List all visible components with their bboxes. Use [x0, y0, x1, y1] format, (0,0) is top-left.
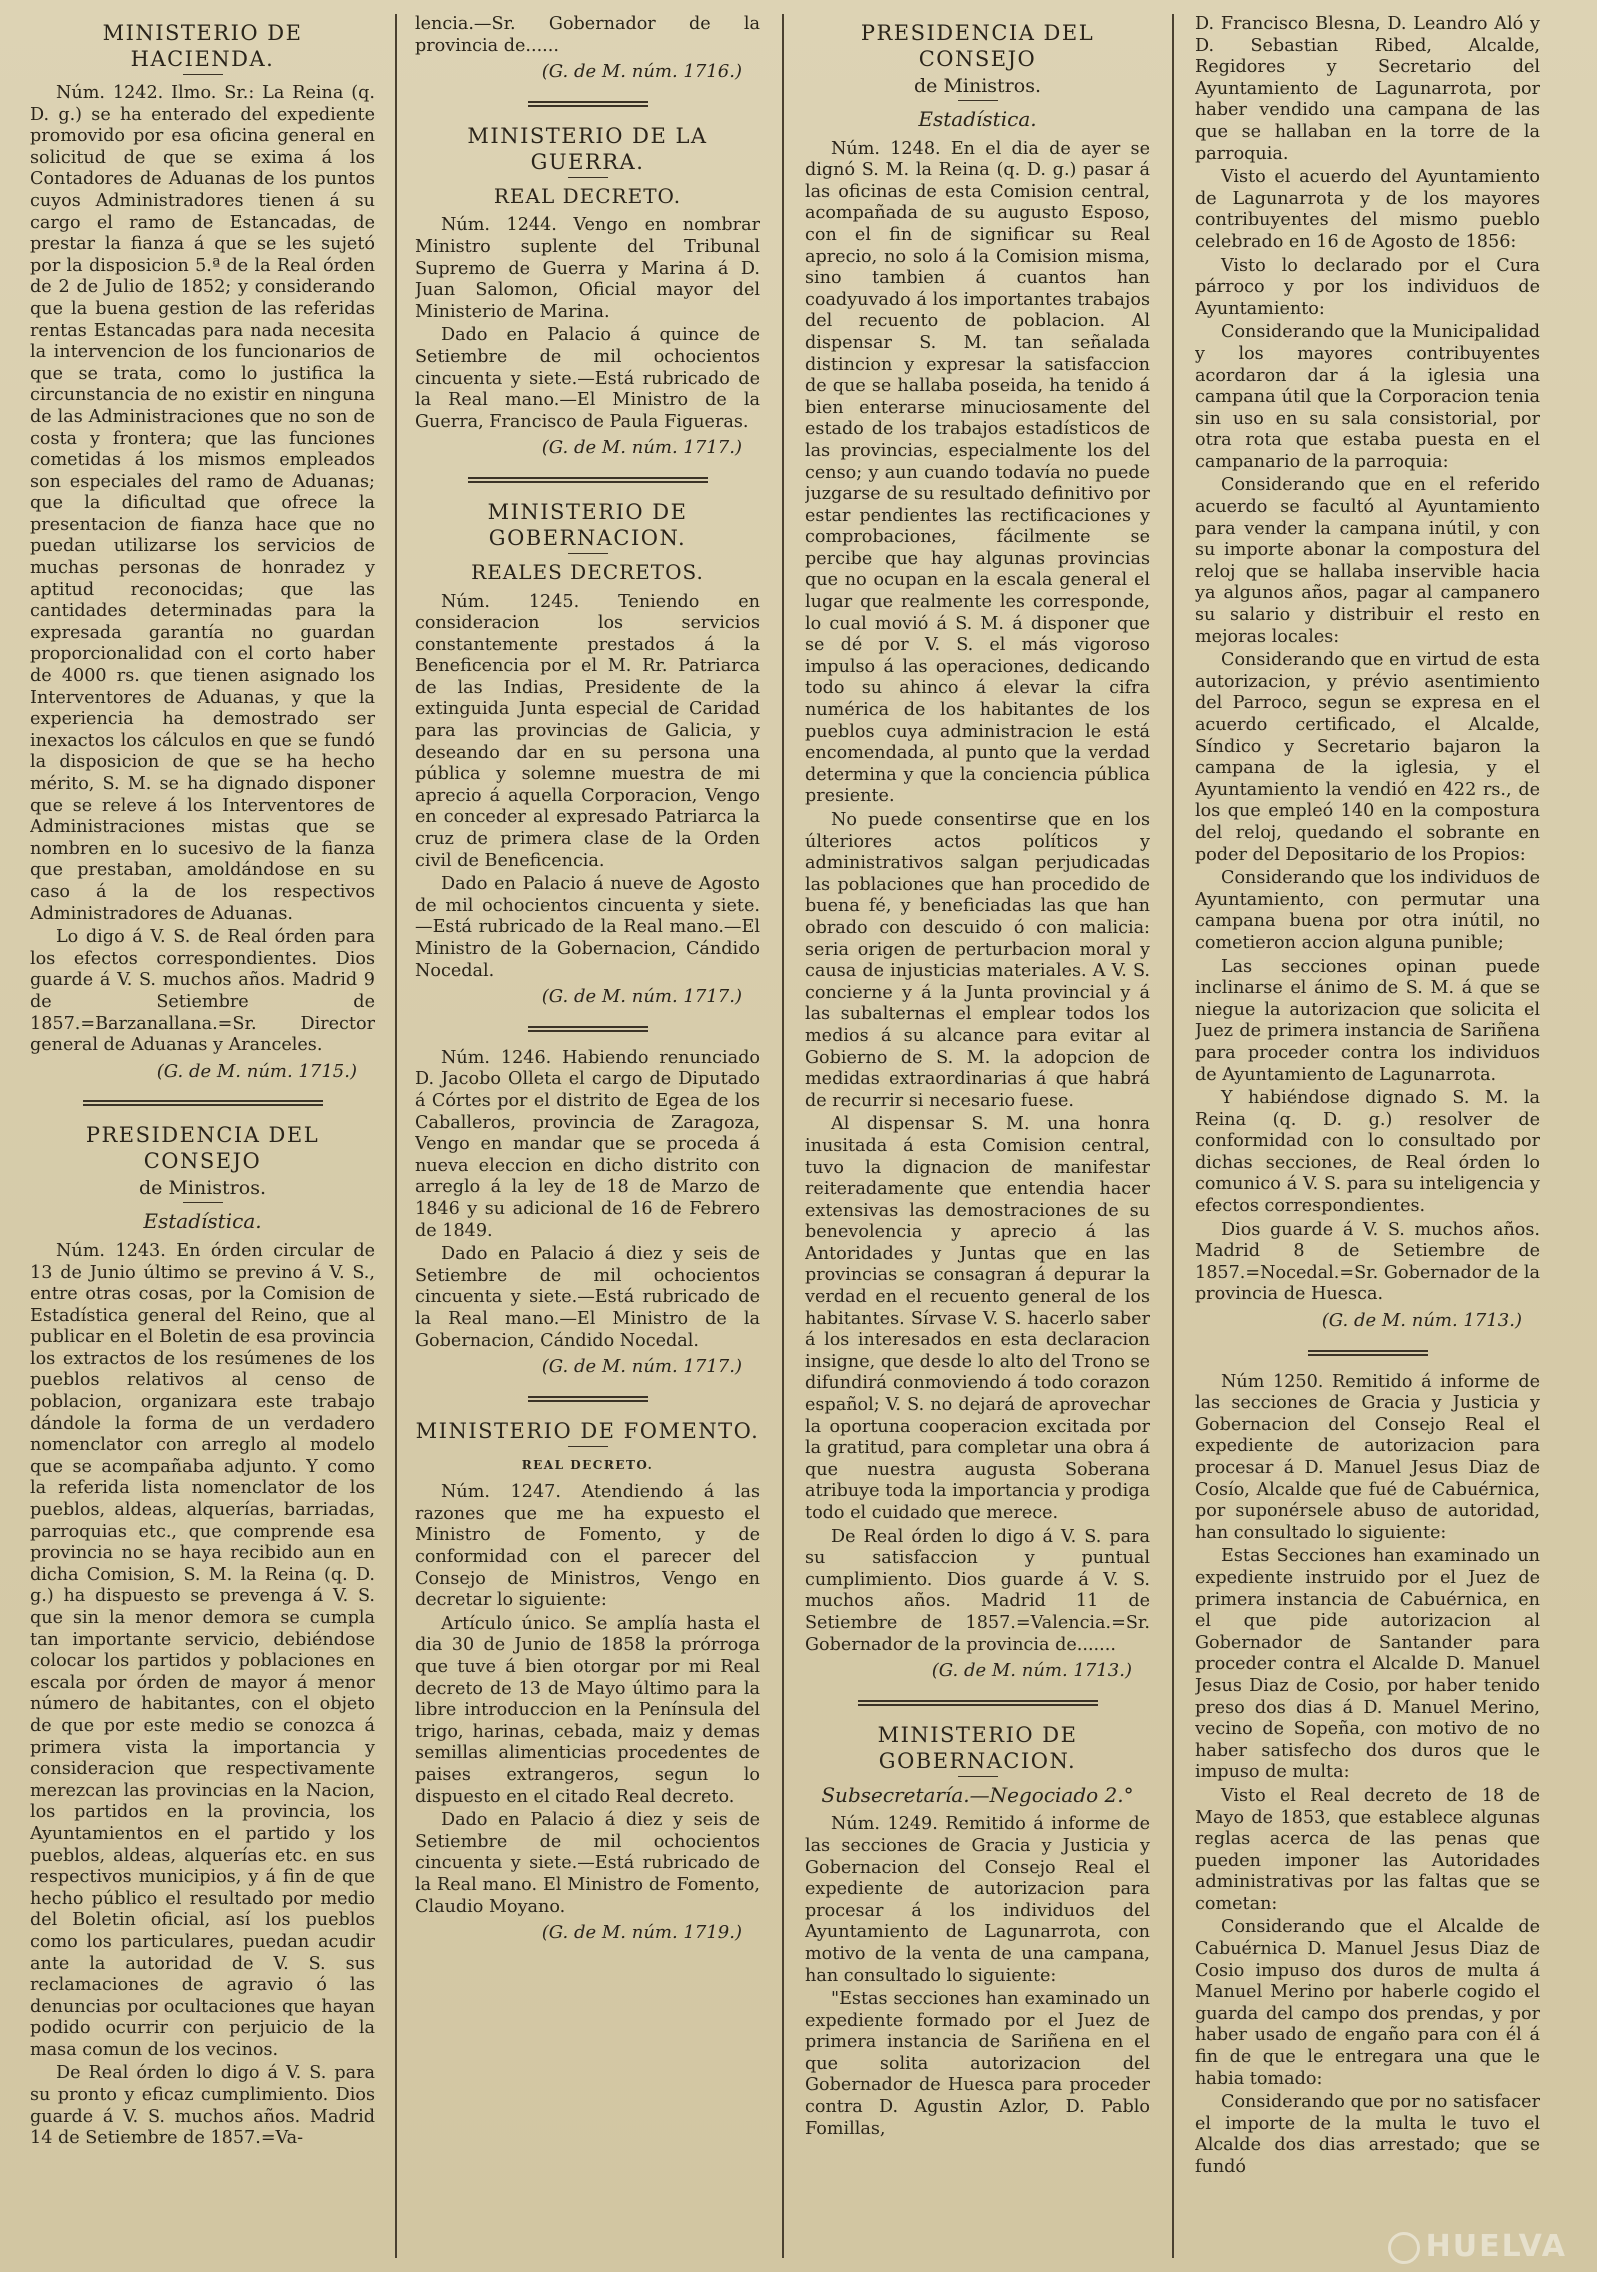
- subsection-heading: Estadística.: [918, 107, 1037, 131]
- mini-rule: [568, 553, 608, 554]
- article-paragraph: Al dispensar S. M. una honra inusitada á esta Comision central, tuvo la dignacion de manifestar reiteradamente que entendia hacer extensivas las demostraciones de su benevolencia y aprecio á las Antoridades y Juntas que en las provincias se consagran á depurar la verdad en el recuento general de los habitantes. Sírvase V. S. hacerlo saber á los interesados en esta declaracion insigne, que desde lo alto del Trono se difundirá conmoviendo á todo corazon español; V. S. no dejará de aprovechar la oportuna cooperacion excitada por la gratitud, para completar una obra á que nuestra augusta Soberana atribuye toda la importancia y prodiga todo el cuidado que merece.: [805, 1114, 1150, 1523]
- article-paragraph: Dado en Palacio á quince de Setiembre de mil ochocientos cincuenta y siete.—Está rubricado de la Real mano.—El Ministro de la Guerra, Francisco de Paula Figueras.: [415, 325, 760, 432]
- article-paragraph: De Real órden lo digo á V. S. para su pronto y eficaz cumplimiento. Dios guarde á V. S. muchos años. Madrid 14 de Setiembre de 1857.=Va-: [30, 2063, 375, 2149]
- section-divider: [528, 1396, 648, 1402]
- article-paragraph: Núm. 1247. Atendiendo á las razones que me ha expuesto el Ministro de Fomento, y de conformidad con el parecer del Consejo de Ministros, Vengo en decretar lo siguiente:: [415, 1482, 760, 1611]
- article-paragraph: Estas Secciones han examinado un expediente instruido por el Juez de primera instancia de Cabuérnica, en el que pide autorizacion al Gobernador de Santander para proceder contra el Alcalde D. Manuel Jesus Diaz de Cosio, por haber tenido preso dos dias á D. Manuel Merino, vecino de Sopeña, con motivo de no haber satisfecho dos duros que le impuso de multa:: [1195, 1546, 1540, 1783]
- section-divider: [83, 1100, 323, 1106]
- section-divider: [528, 1026, 648, 1032]
- mini-rule: [183, 74, 223, 75]
- article-paragraph: Núm. 1244. Vengo en nombrar Ministro suplente del Tribunal Supremo de Guerra y Marina á D. Juan Salomon, Oficial mayor del Ministerio de Marina.: [415, 215, 760, 322]
- article-paragraph: Dado en Palacio á nueve de Agosto de mil ochocientos cincuenta y siete.—Está rubricado de la Real mano.—El Ministro de la Gobernacion, Cándido Nocedal.: [415, 874, 760, 981]
- section-heading: PRESIDENCIA DEL CONSEJO: [85, 1123, 320, 1174]
- watermark-icon: [1388, 2232, 1420, 2264]
- section-heading-sub: de Ministros.: [914, 75, 1041, 97]
- column-1: [30, 14, 375, 2258]
- article-paragraph: Núm. 1246. Habiendo renunciado D. Jacobo Olleta el cargo de Diputado á Córtes por el distrito de Egea de los Caballeros, provincia de Zaragoza, Vengo en mandar que se proceda á nueva eleccion en dicho distrito con arreglo á la ley de 18 de Marzo de 1846 y su adicional de 16 de Febrero de 1849.: [415, 1047, 760, 1241]
- article-paragraph: Considerando que el Alcalde de Cabuérnica D. Manuel Jesus Diaz de Cosio impuso dos duros de multa á Manuel Merino por haberle cogido el guarda del campo dos prendas, y por haber usado de engaño para con él á fin de que le entregara una que le habia tomado:: [1195, 1917, 1540, 2089]
- article-paragraph: Considerando que la Municipalidad y los mayores contribuyentes acordaron dar á la iglesia una campana útil que la Corporacion tenia sin uso en su sala consistorial, por otra rota que estaba puesta en el campanario de la parroquia:: [1195, 322, 1540, 472]
- mini-rule: [568, 1446, 608, 1447]
- gazette-citation: (G. de M. núm. 1715.): [156, 1060, 357, 1082]
- section-divider: [1308, 1350, 1428, 1356]
- section-divider: [468, 477, 708, 483]
- section-divider: [528, 101, 648, 107]
- mini-rule: [568, 177, 608, 178]
- article-paragraph: Núm. 1249. Remitido á informe de las secciones de Gracia y Justicia y Gobernacion del Consejo Real el expediente de autorizacion para procesar á los individuos del Ayuntamiento de Lagunarrota, con motivo de la venta de una campana, han consultado lo siguiente:: [805, 1814, 1150, 1986]
- subsection-heading: REAL DECRETO.: [493, 183, 682, 208]
- article-paragraph: Y habiéndose dignado S. M. la Reina (q. D. g.) resolver de conformidad con lo consultado por dichas secciones, de Real órden lo comunico á V. S. para su inteligencia y efectos correspondientes.: [1195, 1088, 1540, 1217]
- article-paragraph: Artículo único. Se amplía hasta el dia 30 de Junio de 1858 la prórroga que tuve á bien otorgar por mi Real decreto de 13 de Mayo último para la libre introduccion en la Península del trigo, harinas, cebada, maiz y demas semillas alimenticias procedentes de paises extrangeros, segun lo dispuesto en el citado Real decreto.: [415, 1613, 760, 1807]
- gazette-citation: (G. de M. núm. 1713.): [931, 1660, 1132, 1682]
- article-paragraph: Considerando que en el referido acuerdo se facultó al Ayuntamiento para vender la campana inútil, y con su importe abonar la compostura del reloj que se hallaba inservible hacia ya algunos años, pagar al campanero su salario y distribuir el resto en mejoras locales:: [1195, 475, 1540, 647]
- article-paragraph: D. Francisco Blesna, D. Leandro Aló y D. Sebastian Ribed, Alcalde, Regidores y Secretario del Ayuntamiento de Lagunarrota, por haber vendido una campana de las que se hallaban en la torre de la parroquia.: [1195, 14, 1540, 164]
- archive-watermark: [1388, 2229, 1567, 2264]
- column-2: [415, 14, 760, 2258]
- article-paragraph: Dios guarde á V. S. muchos años. Madrid 8 de Setiembre de 1857.=Nocedal.=Sr. Gobernador de la provincia de Huesca.: [1195, 1219, 1540, 1305]
- article-paragraph: Núm 1250. Remitido á informe de las secciones de Gracia y Justicia y Gobernacion del Consejo Real el expediente de autorizacion para procesar á D. Manuel Jesus Diaz de Cosío, Alcalde que fué de Cabuérnica, por suponérsele abuso de autoridad, han consultado lo siguiente:: [1195, 1371, 1540, 1543]
- watermark-text: HUELVA: [1425, 2229, 1567, 2264]
- article-paragraph: No puede consentirse que en los últeriores actos políticos y administrativos salgan perjudicadas las poblaciones que han procedido de buena fé, y beneficiadas las que han obrado con descuido ó con malicia: seria origen de perturbacion moral y causa de injusticias materiales. A V. S. concierne y á la Junta provincial y á las subalternas el emplear todos los medios á su alcance para evitar al Gobierno de S. M. la adopcion de medidas extraordinarias á que habrá de recurrir si necesario fuese.: [805, 810, 1150, 1111]
- article-paragraph: Las secciones opinan puede inclinarse el ánimo de S. M. á que se niegue la autorizacion que solicita el Juez de primera instancia de Sariñena para proceder contra los individuos de Ayuntamiento de Lagunarrota.: [1195, 956, 1540, 1085]
- column-rule: [395, 14, 397, 2258]
- section-heading: MINISTERIO DE LA GUERRA.: [467, 123, 708, 174]
- section-divider: [858, 1700, 1098, 1706]
- section-heading: MINISTERIO DE GOBERNACION.: [877, 1722, 1078, 1773]
- column-4: [1195, 14, 1540, 2258]
- subsection-heading: REAL DECRETO.: [521, 1457, 654, 1472]
- article-paragraph: Dado en Palacio á diez y seis de Setiembre de mil ochocientos cincuenta y siete.—Está rubricado de la Real mano. El Ministro de Fomento, Claudio Moyano.: [415, 1810, 760, 1917]
- section-heading: MINISTERIO DE FOMENTO.: [415, 1418, 760, 1443]
- article-paragraph: lencia.—Sr. Gobernador de la provincia de......: [415, 14, 760, 56]
- gazette-citation: (G. de M. núm. 1717.): [541, 986, 742, 1008]
- column-3: [805, 14, 1150, 2258]
- article-paragraph: Lo digo á V. S. de Real órden para los efectos correspondientes. Dios guarde á V. S. muchos años. Madrid 9 de Setiembre de 1857.=Barzanallana.=Sr. Director general de Aduanas y Aranceles.: [30, 927, 375, 1056]
- section-heading: MINISTERIO DE HACIENDA.: [102, 21, 303, 71]
- column-rule: [782, 14, 784, 2258]
- section-heading: MINISTERIO DE GOBERNACION.: [487, 499, 688, 550]
- article-paragraph: Considerando que los individuos de Ayuntamiento, con permutar una campana buena por otra inútil, no cometieron accion alguna punible;: [1195, 868, 1540, 953]
- gazette-citation: (G. de M. núm. 1713.): [1321, 1310, 1522, 1332]
- gazette-citation: (G. de M. núm. 1719.): [541, 1922, 742, 1944]
- mini-rule: [183, 1202, 223, 1203]
- subsection-heading: REALES DECRETOS.: [471, 559, 704, 584]
- gazette-citation: (G. de M. núm. 1717.): [541, 437, 742, 459]
- article-paragraph: Dado en Palacio á diez y seis de Setiembre de mil ochocientos cincuenta y siete.—Está rubricado de la Real mano.—El Ministro de la Gobernacion, Cándido Nocedal.: [415, 1244, 760, 1351]
- gazette-citation: (G. de M. núm. 1716.): [541, 61, 742, 83]
- article-paragraph: Núm. 1245. Teniendo en consideracion los servicios constantemente prestados á la Beneficencia por el M. Rr. Patriarca de las Indias, Presidente de la extinguida Junta especial de Caridad para las provincias de Galicia, y deseando dar en su persona una pública y solemne muestra de mi aprecio á aquella Corporacion, Vengo en conceder al expresado Patriarca la cruz de primera clase de la Orden civil de Beneficencia.: [415, 591, 760, 871]
- article-paragraph: Núm. 1248. En el dia de ayer se dignó S. M. la Reina (q. D. g.) pasar á las oficinas de esta Comision central, acompañada de su augusto Esposo, con el fin de significar su Real aprecio, no solo á la Comision misma, sino tambien á cuantos han coadyuvado á los importantes trabajos del recuento de poblacion. Al dispensar S. M. tan señalada distincion y expresar la satisfaccion de que se hallaba poseida, ha tenido á bien enterarse minuciosamente del estado de los trabajos estadísticos de las provincias, especialmente los del censo; y aun cuando todavía no puede juzgarse de su resultado definitivo por estar pendientes las rectificaciones y comprobaciones, fácilmente se percibe que hay algunas provincias que no ocupan en la escala general el lugar que realmente les corresponde, lo cual movió á S. M. á disponer que se dé por V. S. el más vigoroso impulso á las operaciones, dedicando todo su ahinco á elevar la cifra numérica de los habitantes de los pueblos cuya administracion le está encomendada, al punto que la verdad determina y que la conciencia pública presiente.: [805, 138, 1150, 807]
- article-paragraph: Visto lo declarado por el Cura párroco y por los individuos de Ayuntamiento:: [1195, 255, 1540, 319]
- section-heading-sub: de Ministros.: [139, 1177, 266, 1200]
- article-paragraph: Considerando que en virtud de esta autorizacion, y prévio asentimiento del Parroco, segun se expresa en el acuerdo certificado, el Alcalde, Síndico y Secretario bajaron la campana de la iglesia, y el Ayuntamiento la vendió en 422 rs., de los que empleó 140 en la compostura del reloj, quedando el sobrante en poder del Depositario de los Propios:: [1195, 650, 1540, 865]
- subsection-heading: Subsecretaría.—Negociado 2.°: [821, 1782, 1134, 1807]
- column-rule: [1172, 14, 1174, 2258]
- mini-rule: [958, 100, 998, 101]
- article-paragraph: De Real órden lo digo á V. S. para su satisfaccion y puntual cumplimiento. Dios guarde á V. S. muchos años. Madrid 11 de Setiembre de 1857.=Valencia.=Sr. Gobernador de la provincia de.......: [805, 1526, 1150, 1655]
- mini-rule: [958, 1776, 998, 1777]
- article-paragraph: Núm. 1243. En órden circular de 13 de Junio último se previno á V. S., entre otras cosas, por la Comision de Estadística general del Reino, que al publicar en el Boletin de esa provincia los extractos de los resúmenes de los pueblos relativos al censo de poblacion, organizara este trabajo dándole la forma de un verdadero nomenclator con arreglo al modelo que se acompañaba adjunto. Y como la referida lista nomenclator de los pueblos, aldeas, alquerías, barriadas, parroquias etc., que comprende esa provincia no se haya recibido aun en dicha Comision, S. M. la Reina (q. D. g.) ha dispuesto se prevenga á V. S. que sin la menor demora se cumpla tan importante servicio, debiéndose colocar los partidos y poblaciones en escala por órden de mayor á menor número de habitantes, con el objeto de que por este medio se conozca á primera vista la importancia y consideracion que respectivamente merezcan las provincias en la Nacion, los partidos en la provincia, los Ayuntamientos en el partido y los pueblos, aldeas, alquerías etc. en sus respectivos municipios, y á fin de que hecho público el resultado por medio del Boletin oficial, así los pueblos como los particulares, puedan acudir ante la autoridad de V. S. sus reclamaciones de agravio ó las denuncias por ocultaciones que hayan podido ocurrir con perjuicio de la masa comun de los vecinos.: [30, 1240, 375, 2060]
- article-paragraph: Considerando que por no satisfacer el importe de la multa le tuvo el Alcalde dos dias arrestado; que se fundó: [1195, 2092, 1540, 2177]
- article-paragraph: Visto el Real decreto de 18 de Mayo de 1853, que establece algunas reglas acerca de las penas que pueden imponer las Autoridades administrativas por las faltas que se cometan:: [1195, 1785, 1540, 1914]
- article-paragraph: Visto el acuerdo del Ayuntamiento de Lagunarrota y de los mayores contribuyentes del mismo pueblo celebrado en 16 de Agosto de 1856:: [1195, 167, 1540, 252]
- gazette-citation: (G. de M. núm. 1717.): [541, 1356, 742, 1378]
- section-heading: PRESIDENCIA DEL CONSEJO: [860, 21, 1095, 71]
- subsection-heading: Estadística.: [143, 1209, 262, 1234]
- article-paragraph: Núm. 1242. Ilmo. Sr.: La Reina (q. D. g.) se ha enterado del expediente promovido por esa oficina general en solicitud de que se exima á los Contadores de Aduanas de los puntos cuyos Administradores tienen á su cargo el ramo de Estancadas, de prestar la fianza á que se les sujetó por la disposicion 5.ª de la Real órden de 2 de Julio de 1852; y considerando que la buena gestion de las referidas rentas Estancadas para nada necesita la intervencion de los funcionarios de que se trata, como lo justifica la circunstancia de no existir en ninguna de las Administraciones que no son de costa y frontera; que las funciones cometidas á los mismos empleados son especiales del ramo de Aduanas; que la dificultad que ofrece la presentacion de fianza hace que no puedan utilizarse los servicios de muchas personas de honradez y aptitud reconocidas; que las cantidades determinadas para la expresada garantía no guardan proporcionalidad con el corto haber de 4000 rs. que tienen asignado los Interventores de Aduanas, y que la experiencia ha demostrado ser inexactos los cálculos en que se fundó la disposicion de que se ha hecho mérito, S. M. se ha dignado disponer que se releve á los Interventores de Administraciones mistas que se nombren en lo sucesivo de la fianza que prestaban, amoldándose en su caso á la de los respectivos Administradores de Aduanas.: [30, 83, 375, 924]
- article-paragraph: "Estas secciones han examinado un expediente formado por el Juez de primera instancia de Sariñena en el que solita autorizacion del Gobernador de Huesca para proceder contra D. Agustin Azlor, D. Pablo Fomillas,: [805, 1989, 1150, 2139]
